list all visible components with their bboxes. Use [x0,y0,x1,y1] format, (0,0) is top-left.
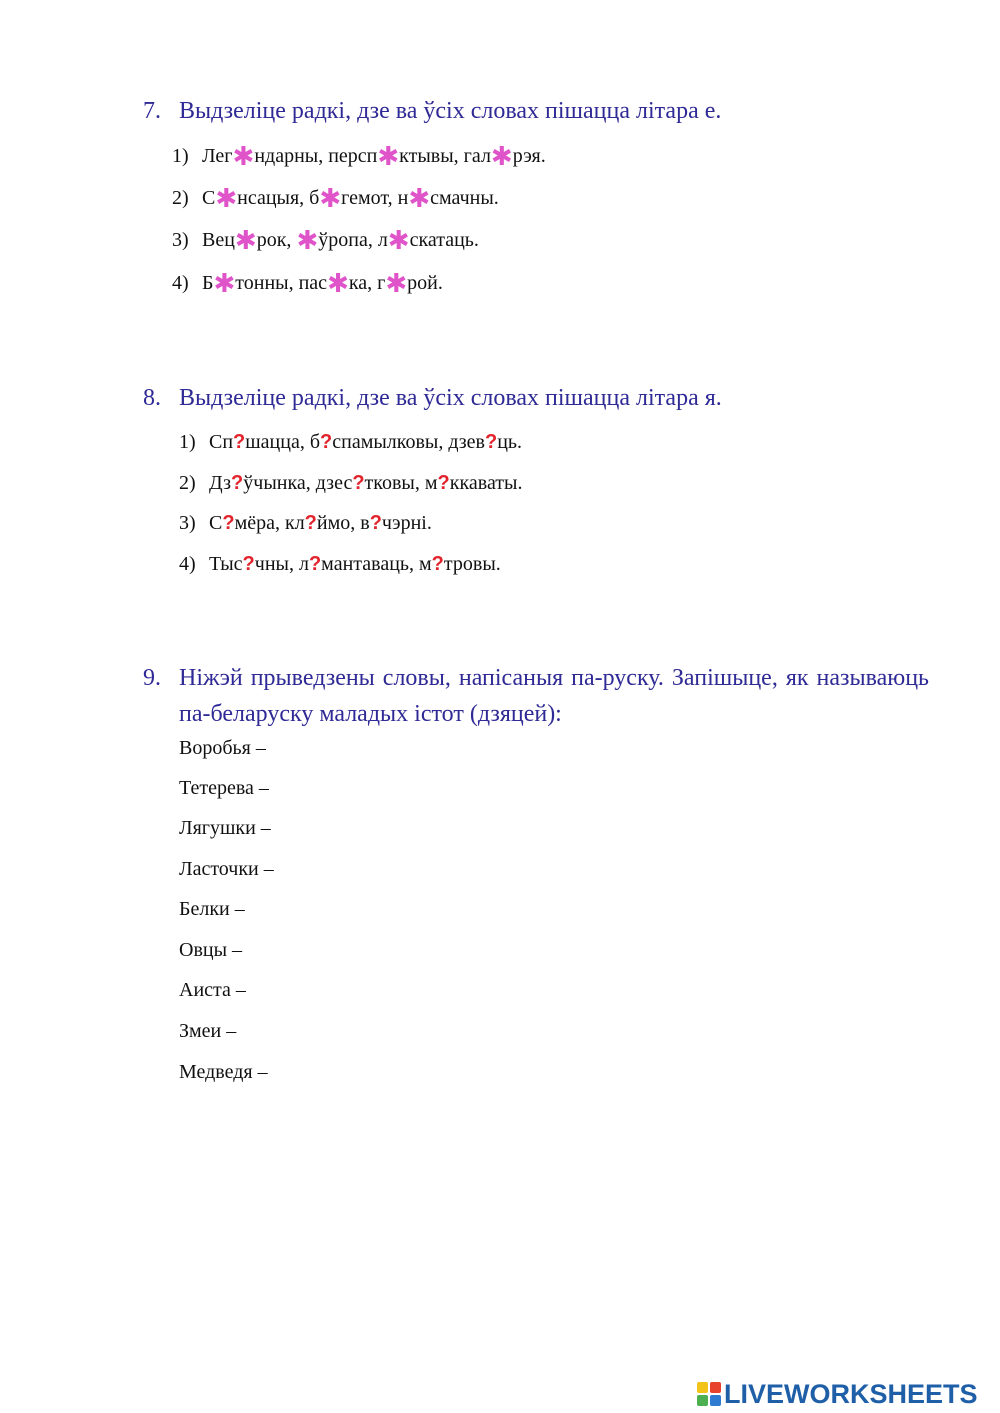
missing-letter-marker: ✱ [213,269,236,299]
option-number: 1) [172,145,189,167]
missing-letter-marker: ✱ [232,142,255,172]
missing-letter-marker: ? [308,553,322,575]
missing-letter-marker: ? [242,553,255,575]
option-text-part: Вец [202,229,235,251]
option-text-part: ць. [497,431,523,453]
missing-letter-marker: ? [352,472,365,494]
missing-letter-marker: ? [222,512,235,534]
missing-letter-marker: ? [431,553,444,575]
word-item: Воробья – [179,737,266,759]
missing-letter-marker: ? [231,472,244,494]
missing-letter-marker: ? [320,431,333,453]
option-text-part: чны, л [254,553,309,575]
option-text-part: смачны. [430,187,499,209]
option-text-part: рок, [256,229,297,251]
option-text-part: тковы, м [364,472,438,494]
missing-letter-marker: ✱ [234,226,257,256]
option-number: 4) [172,272,189,294]
word-item: Змеи – [179,1020,237,1042]
option-text-part: ўропа, л [318,229,388,251]
option-text-part: Тыс [209,553,243,575]
word-item: Медведя – [179,1061,268,1083]
answer-option[interactable] [172,269,443,297]
option-text-part: тонны, пас [235,272,328,294]
option-text-part: Дз [209,472,232,494]
option-number: 2) [172,187,189,209]
missing-letter-marker: ? [304,512,317,534]
logo-text: LIVEWORKSHEETS [724,1378,978,1409]
option-text-part: гемот, н [341,187,409,209]
missing-letter-marker: ? [233,431,246,453]
answer-option[interactable] [172,184,499,212]
option-text-part: спамылковы, дзев [332,431,485,453]
option-text-part: ка, г [348,272,386,294]
missing-letter-marker: ✱ [490,142,513,172]
question-number: 8. [143,385,161,411]
option-number: 2) [179,472,196,494]
option-text-part: С [209,512,223,534]
option-text-part: ўчынка, дзес [243,472,353,494]
answer-option[interactable] [179,469,522,497]
missing-letter-marker: ✱ [327,269,349,299]
option-number: 4) [179,553,196,575]
question-text: Выдзеліце радкі, дзе ва ўсіх словах пішацца літара я. [179,385,722,411]
option-text-part: Б [202,272,214,294]
word-item: Аиста – [179,979,246,1001]
answer-option[interactable] [172,142,546,170]
logo-grid-icon [697,1382,721,1406]
question-number: 7. [143,98,161,124]
word-item: Лягушки – [179,817,271,839]
option-text-part: мёра, кл [234,512,305,534]
option-text-part: тровы. [443,553,501,575]
option-text-part: нсацыя, б [237,187,320,209]
word-item: Ласточки – [179,858,274,880]
missing-letter-marker: ? [369,512,382,534]
word-item: Овцы – [179,939,243,961]
word-item: Тетерева – [179,777,269,799]
missing-letter-marker: ✱ [296,226,319,256]
option-text-part: С [202,187,216,209]
question-text: Ніжэй прыведзены словы, напісаныя па-руску. Запішыце, як называюць па-беларуску маладых істот (дзяцей): [179,665,929,727]
missing-letter-marker: ✱ [387,226,410,256]
missing-letter-marker: ✱ [215,184,238,214]
option-text-part: чэрні. [381,512,432,534]
option-number: 3) [179,512,196,534]
missing-letter-marker: ✱ [377,142,400,172]
missing-letter-marker: ✱ [385,269,408,299]
option-text-part: мантаваць, м [321,553,432,575]
answer-option[interactable] [179,509,432,537]
answer-option[interactable] [179,550,501,578]
question-text: Выдзеліце радкі, дзе ва ўсіх словах пішацца літара е. [179,98,722,124]
option-text-part: скатаць. [409,229,479,251]
option-text-part: ймо, в [316,512,370,534]
option-text-part: рэя. [512,145,546,167]
word-item: Белки – [179,898,245,920]
missing-letter-marker: ✱ [319,184,342,214]
option-number: 1) [179,431,196,453]
option-text-part: ктывы, гал [399,145,491,167]
liveworksheets-logo[interactable] [697,1379,978,1409]
question-number: 9. [143,665,161,691]
answer-option[interactable] [172,226,479,254]
option-text-part: рой. [407,272,443,294]
option-text-part: ккаваты. [449,472,523,494]
option-text-part: Лег [202,145,233,167]
option-text-part: шацца, б [245,431,321,453]
missing-letter-marker: ✱ [408,184,431,214]
option-number: 3) [172,229,189,251]
missing-letter-marker: ? [485,431,498,453]
answer-option[interactable] [179,428,522,456]
option-text-part: Сп [209,431,234,453]
missing-letter-marker: ? [437,472,450,494]
option-text-part: ндарны, персп [254,145,378,167]
